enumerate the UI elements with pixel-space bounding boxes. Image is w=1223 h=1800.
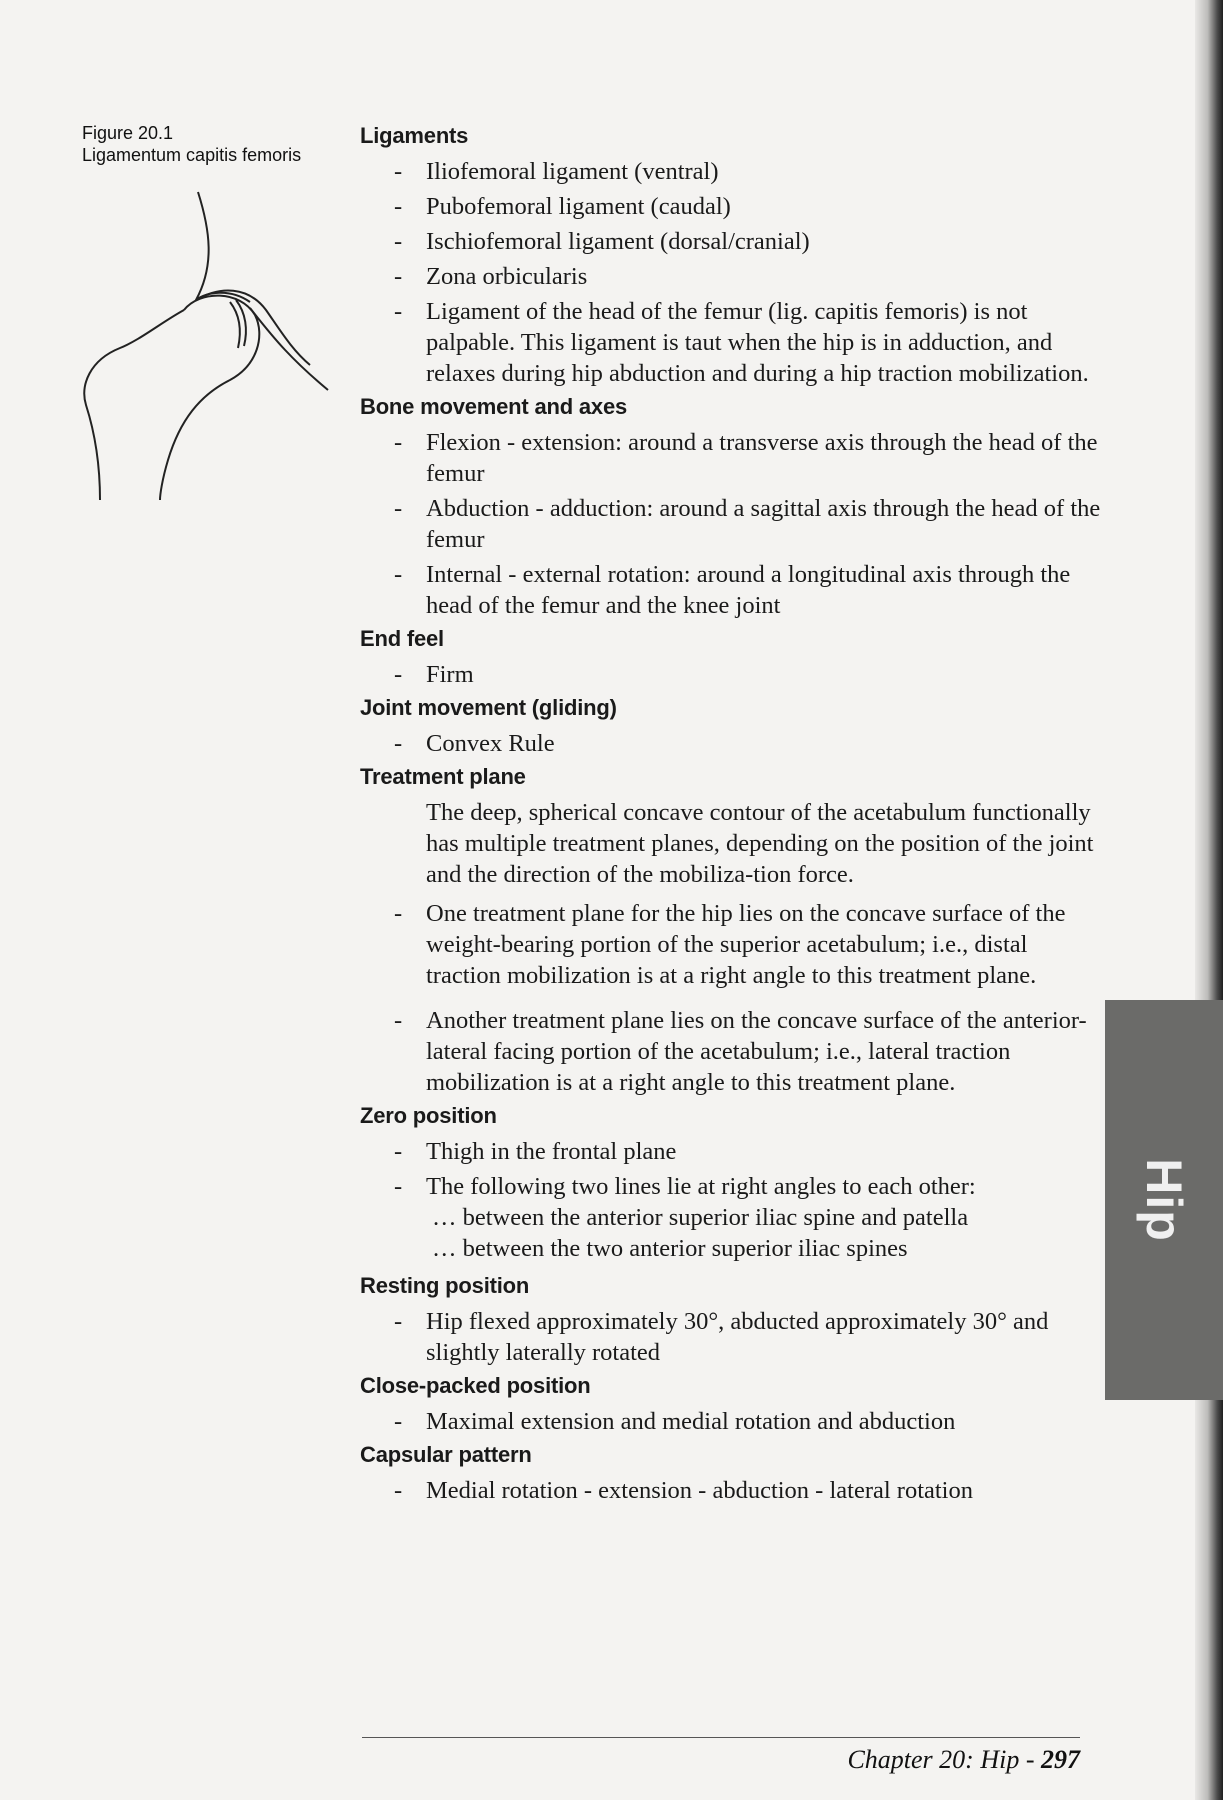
list-item: - Internal - external rotation: around a longitudinal axis through the head of the femur and the knee joint xyxy=(394,561,1071,619)
femoral-head-outline xyxy=(160,296,259,500)
section-heading: Ligaments xyxy=(360,123,469,148)
page-footer xyxy=(847,1745,1080,1775)
list-item: - Hip flexed approximately 30°, abducted approximately 30° and slightly laterally rotated xyxy=(394,1308,1049,1366)
list-item: - Iliofemoral ligament (ventral) xyxy=(394,158,719,185)
list-item: - Pubofemoral ligament (caudal) xyxy=(394,193,731,220)
page-number: 297 xyxy=(1041,1745,1080,1774)
list-item: - One treatment plane for the hip lies on the concave surface of the weight-bearing portion of the superior acetabulum; i.e., distal traction mobilization is at a right angle to this treatment plane. xyxy=(394,900,1066,989)
section-treatment-plane xyxy=(362,763,1102,1098)
figure-number: Figure 20.1 xyxy=(82,123,174,143)
page-edge-shadow xyxy=(1195,0,1223,1800)
section-heading: Capsular pattern xyxy=(360,1442,532,1467)
section-heading: Joint movement (gliding) xyxy=(360,695,617,720)
paragraph: The deep, spherical concave contour of the acetabulum functionally has multiple treatment planes, depending on the position of the joint and the direction of the mobiliza-tion force. xyxy=(426,799,1094,888)
ligamentum-teres-lines xyxy=(230,300,246,348)
section-end-feel xyxy=(362,625,1102,690)
list-item: - Abduction - adduction: around a sagittal axis through the head of the femur xyxy=(394,495,1101,553)
section-heading: Resting position xyxy=(360,1273,530,1298)
section-zero-position xyxy=(362,1102,1102,1264)
section-heading: Bone movement and axes xyxy=(360,394,628,419)
list-item: - Flexion - extension: around a transverse axis through the head of the femur xyxy=(394,429,1098,487)
section-heading: Zero position xyxy=(360,1103,497,1128)
capsule-line xyxy=(250,308,328,390)
section-heading: Close-packed position xyxy=(360,1373,591,1398)
section-capsular-pattern xyxy=(362,1441,1102,1506)
chapter-tab-label: Hip xyxy=(1135,1158,1192,1242)
list-item: - Another treatment plane lies on the concave surface of the anterior-lateral facing portion of the acetabulum; i.e., lateral traction mobilization is at a right angle to this treatment plane. xyxy=(394,1007,1087,1096)
sub-item: … between the two anterior superior iliac spines xyxy=(432,1235,908,1262)
figure-caption xyxy=(82,122,301,166)
hip-joint-illustration xyxy=(80,190,360,510)
list-item: - Maximal extension and medial rotation and abduction xyxy=(394,1408,956,1435)
section-joint-movement xyxy=(362,694,1102,759)
section-heading: End feel xyxy=(360,626,444,651)
list-item: - Ischiofemoral ligament (dorsal/cranial) xyxy=(394,228,810,255)
section-ligaments xyxy=(362,122,1102,389)
section-close-packed-position xyxy=(362,1372,1102,1437)
footer-chapter: Chapter 20: Hip - xyxy=(847,1745,1041,1774)
list-item: - The following two lines lie at right angles to each other: xyxy=(394,1173,976,1200)
list-item: - Convex Rule xyxy=(394,730,555,757)
figure-title: Ligamentum capitis femoris xyxy=(82,145,302,165)
list-item: - Firm xyxy=(394,661,474,688)
section-bone-movement xyxy=(362,393,1102,621)
section-resting-position xyxy=(362,1272,1102,1368)
femur-shaft-lateral xyxy=(84,310,184,500)
pelvis-outline xyxy=(196,192,310,365)
footer-rule xyxy=(362,1737,1080,1738)
list-item: - Ligament of the head of the femur (lig. capitis femoris) is not palpable. This ligament is taut when the hip is in adduction, and relaxes during hip abduction and during a hip traction mobilization. xyxy=(394,298,1089,387)
main-content xyxy=(362,122,1102,1510)
list-item: - Thigh in the frontal plane xyxy=(394,1138,677,1165)
list-item: - Medial rotation - extension - abduction - lateral rotation xyxy=(394,1477,973,1504)
section-heading: Treatment plane xyxy=(360,764,526,789)
chapter-thumb-tab xyxy=(1105,1000,1223,1400)
sub-item: … between the anterior superior iliac spine and patella xyxy=(432,1204,969,1231)
list-item: - Zona orbicularis xyxy=(394,263,588,290)
